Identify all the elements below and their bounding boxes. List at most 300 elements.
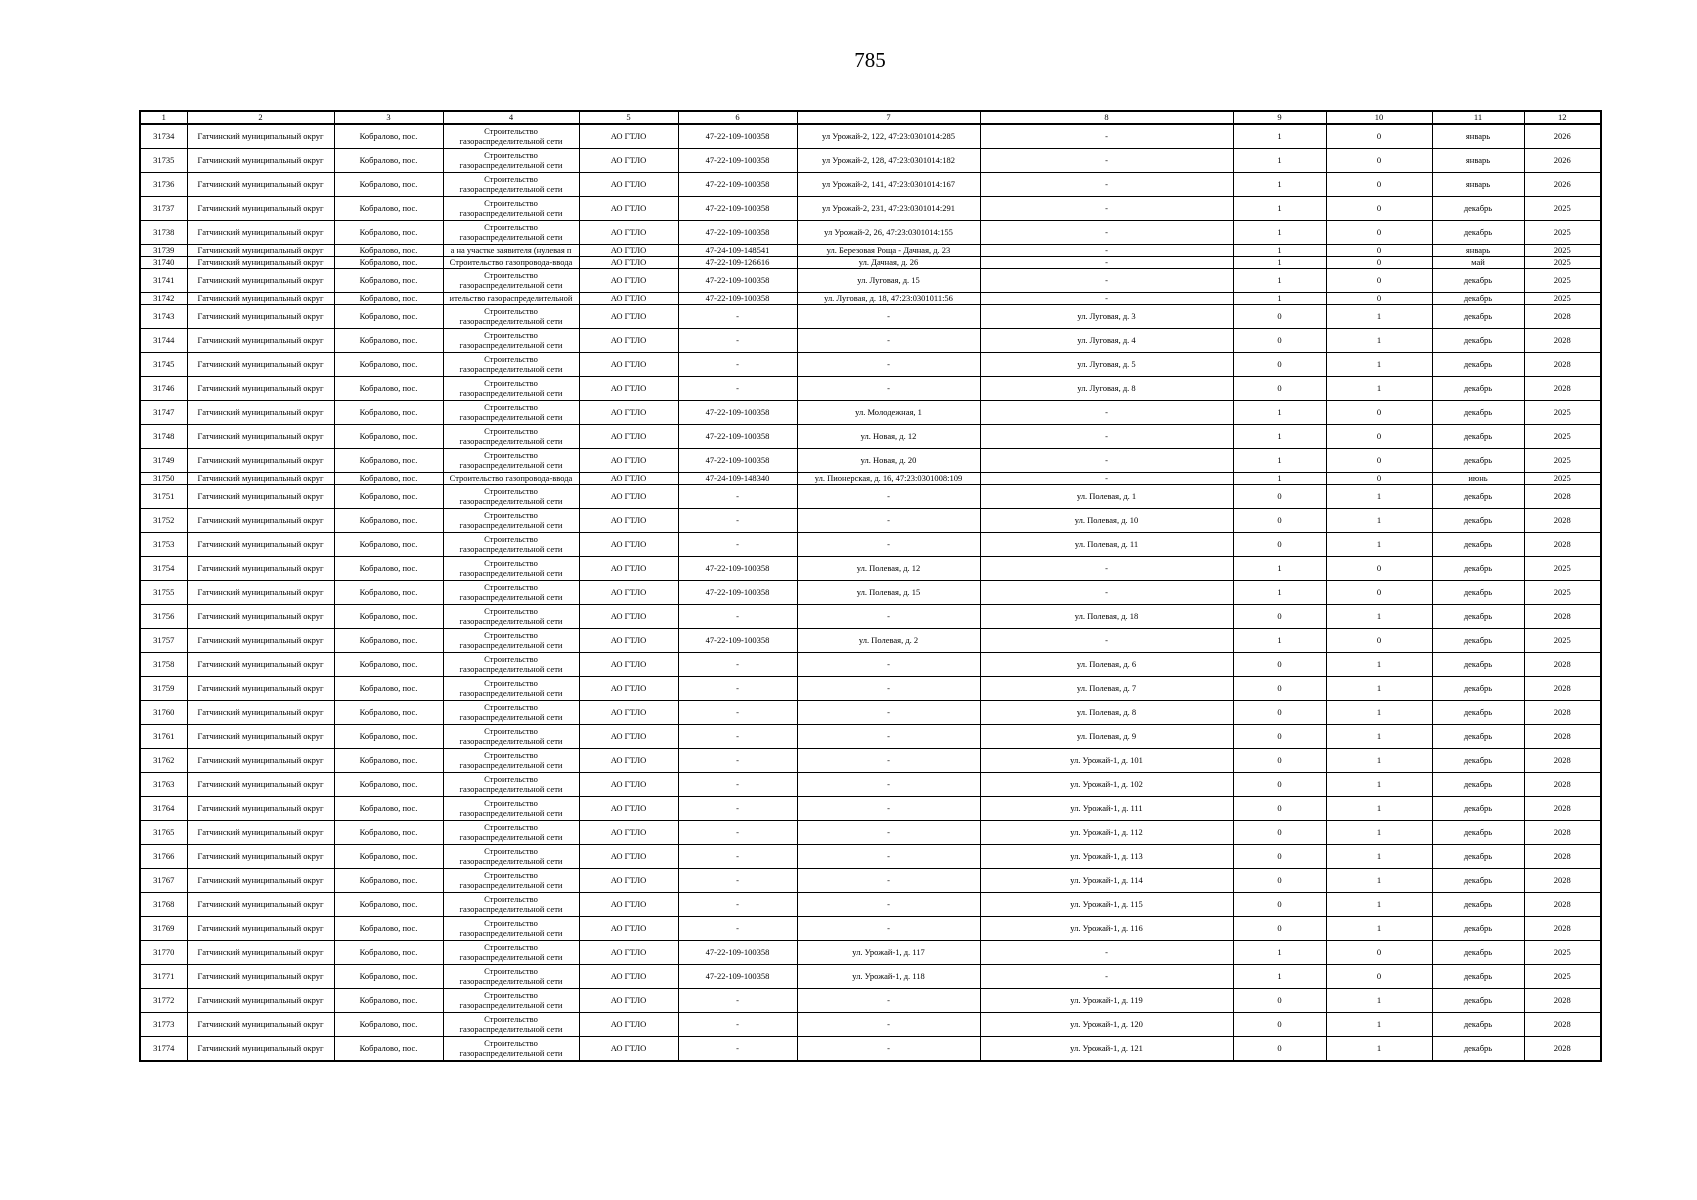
- cell-row-number: 31737: [140, 197, 187, 221]
- cell-row-number: 31741: [140, 269, 187, 293]
- cell-month: декабрь: [1432, 893, 1524, 917]
- cell-count-b: 0: [1326, 449, 1432, 473]
- table-row: [140, 197, 1601, 221]
- cell-address-completed: ул Урожай-2, 26, 47:23:0301014:155: [797, 221, 980, 245]
- table-row: [140, 701, 1601, 725]
- cell-month: декабрь: [1432, 293, 1524, 305]
- cell-work-type: Строительство газораспределительной сети: [443, 377, 579, 401]
- table-row: [140, 353, 1601, 377]
- cell-month: декабрь: [1432, 845, 1524, 869]
- cell-row-number: 31755: [140, 581, 187, 605]
- cell-year: 2028: [1524, 701, 1601, 725]
- cell-municipality: Гатчинский муниципальный округ: [187, 353, 334, 377]
- cell-address-planned: -: [980, 581, 1233, 605]
- cell-settlement: Кобралово, пос.: [334, 1037, 443, 1062]
- cell-work-type: а на участке заявителя (нулевая п: [443, 245, 579, 257]
- cell-address-planned: -: [980, 401, 1233, 425]
- cell-municipality: Гатчинский муниципальный округ: [187, 257, 334, 269]
- cell-address-planned: -: [980, 197, 1233, 221]
- cell-organization: АО ГТЛО: [579, 917, 678, 941]
- cell-work-type: Строительство газораспределительной сети: [443, 989, 579, 1013]
- table-row: [140, 221, 1601, 245]
- cell-address-completed: -: [797, 1013, 980, 1037]
- cell-row-number: 31740: [140, 257, 187, 269]
- cell-count-a: 0: [1233, 1013, 1326, 1037]
- cell-count-a: 1: [1233, 245, 1326, 257]
- cell-count-b: 0: [1326, 425, 1432, 449]
- cell-program-code: 47-22-109-100358: [678, 557, 797, 581]
- cell-work-type: Строительство газораспределительной сети: [443, 1037, 579, 1062]
- cell-work-type: Строительство газораспределительной сети: [443, 677, 579, 701]
- cell-count-b: 1: [1326, 653, 1432, 677]
- cell-work-type: Строительство газораспределительной сети: [443, 269, 579, 293]
- cell-address-planned: ул. Луговая, д. 8: [980, 377, 1233, 401]
- cell-row-number: 31747: [140, 401, 187, 425]
- cell-count-a: 0: [1233, 533, 1326, 557]
- cell-count-b: 0: [1326, 245, 1432, 257]
- cell-work-type: Строительство газораспределительной сети: [443, 533, 579, 557]
- cell-row-number: 31761: [140, 725, 187, 749]
- cell-month: декабрь: [1432, 869, 1524, 893]
- cell-municipality: Гатчинский муниципальный округ: [187, 701, 334, 725]
- cell-count-b: 1: [1326, 485, 1432, 509]
- cell-month: декабрь: [1432, 425, 1524, 449]
- cell-program-code: -: [678, 917, 797, 941]
- cell-address-completed: ул. Полевая, д. 15: [797, 581, 980, 605]
- cell-count-a: 0: [1233, 677, 1326, 701]
- cell-month: май: [1432, 257, 1524, 269]
- cell-year: 2025: [1524, 581, 1601, 605]
- cell-settlement: Кобралово, пос.: [334, 257, 443, 269]
- cell-organization: АО ГТЛО: [579, 149, 678, 173]
- cell-address-planned: ул. Урожай-1, д. 112: [980, 821, 1233, 845]
- cell-municipality: Гатчинский муниципальный округ: [187, 773, 334, 797]
- cell-count-a: 0: [1233, 329, 1326, 353]
- cell-address-completed: ул. Дачная, д. 26: [797, 257, 980, 269]
- cell-month: декабрь: [1432, 677, 1524, 701]
- cell-row-number: 31767: [140, 869, 187, 893]
- cell-settlement: Кобралово, пос.: [334, 221, 443, 245]
- cell-program-code: -: [678, 677, 797, 701]
- cell-work-type: Строительство газораспределительной сети: [443, 821, 579, 845]
- cell-settlement: Кобралово, пос.: [334, 701, 443, 725]
- cell-count-b: 1: [1326, 989, 1432, 1013]
- cell-settlement: Кобралово, пос.: [334, 533, 443, 557]
- cell-work-type: Строительство газопровода-ввода: [443, 473, 579, 485]
- cell-year: 2028: [1524, 725, 1601, 749]
- cell-work-type: Строительство газораспределительной сети: [443, 941, 579, 965]
- cell-address-planned: -: [980, 257, 1233, 269]
- cell-program-code: 47-22-109-100358: [678, 221, 797, 245]
- cell-organization: АО ГТЛО: [579, 329, 678, 353]
- cell-month: декабрь: [1432, 485, 1524, 509]
- table-row: [140, 749, 1601, 773]
- cell-year: 2026: [1524, 124, 1601, 149]
- column-header-11: 11: [1432, 111, 1524, 124]
- cell-count-a: 0: [1233, 353, 1326, 377]
- cell-settlement: Кобралово, пос.: [334, 965, 443, 989]
- cell-year: 2028: [1524, 893, 1601, 917]
- cell-settlement: Кобралово, пос.: [334, 677, 443, 701]
- cell-organization: АО ГТЛО: [579, 605, 678, 629]
- cell-organization: АО ГТЛО: [579, 377, 678, 401]
- cell-count-a: 1: [1233, 629, 1326, 653]
- cell-year: 2026: [1524, 149, 1601, 173]
- column-header-4: 4: [443, 111, 579, 124]
- cell-settlement: Кобралово, пос.: [334, 869, 443, 893]
- cell-work-type: Строительство газораспределительной сети: [443, 149, 579, 173]
- cell-month: декабрь: [1432, 329, 1524, 353]
- cell-month: январь: [1432, 245, 1524, 257]
- cell-program-code: -: [678, 353, 797, 377]
- cell-month: декабрь: [1432, 221, 1524, 245]
- cell-organization: АО ГТЛО: [579, 124, 678, 149]
- cell-year: 2025: [1524, 245, 1601, 257]
- cell-address-completed: -: [797, 989, 980, 1013]
- cell-address-completed: -: [797, 653, 980, 677]
- cell-organization: АО ГТЛО: [579, 425, 678, 449]
- cell-month: декабрь: [1432, 725, 1524, 749]
- cell-program-code: -: [678, 1037, 797, 1062]
- table-row: [140, 269, 1601, 293]
- cell-month: декабрь: [1432, 917, 1524, 941]
- cell-work-type: Строительство газораспределительной сети: [443, 353, 579, 377]
- cell-municipality: Гатчинский муниципальный округ: [187, 377, 334, 401]
- cell-count-b: 0: [1326, 173, 1432, 197]
- cell-work-type: Строительство газораспределительной сети: [443, 749, 579, 773]
- cell-municipality: Гатчинский муниципальный округ: [187, 245, 334, 257]
- column-header-3: 3: [334, 111, 443, 124]
- cell-settlement: Кобралово, пос.: [334, 449, 443, 473]
- cell-count-b: 1: [1326, 821, 1432, 845]
- cell-count-a: 0: [1233, 485, 1326, 509]
- cell-month: декабрь: [1432, 605, 1524, 629]
- cell-month: декабрь: [1432, 941, 1524, 965]
- cell-row-number: 31768: [140, 893, 187, 917]
- cell-settlement: Кобралово, пос.: [334, 124, 443, 149]
- cell-program-code: 47-22-109-100358: [678, 629, 797, 653]
- cell-work-type: Строительство газораспределительной сети: [443, 845, 579, 869]
- cell-address-completed: -: [797, 917, 980, 941]
- cell-count-a: 0: [1233, 893, 1326, 917]
- cell-row-number: 31763: [140, 773, 187, 797]
- cell-municipality: Гатчинский муниципальный округ: [187, 124, 334, 149]
- cell-count-a: 1: [1233, 941, 1326, 965]
- cell-address-completed: -: [797, 353, 980, 377]
- cell-organization: АО ГТЛО: [579, 701, 678, 725]
- cell-address-planned: ул. Урожай-1, д. 101: [980, 749, 1233, 773]
- cell-organization: АО ГТЛО: [579, 353, 678, 377]
- table-row: [140, 401, 1601, 425]
- cell-work-type: Строительство газораспределительной сети: [443, 305, 579, 329]
- cell-address-planned: -: [980, 245, 1233, 257]
- column-header-12: 12: [1524, 111, 1601, 124]
- cell-count-b: 0: [1326, 257, 1432, 269]
- cell-settlement: Кобралово, пос.: [334, 845, 443, 869]
- cell-organization: АО ГТЛО: [579, 449, 678, 473]
- cell-address-completed: -: [797, 605, 980, 629]
- cell-program-code: -: [678, 1013, 797, 1037]
- cell-work-type: Строительство газораспределительной сети: [443, 197, 579, 221]
- cell-organization: АО ГТЛО: [579, 581, 678, 605]
- cell-settlement: Кобралово, пос.: [334, 725, 443, 749]
- cell-settlement: Кобралово, пос.: [334, 473, 443, 485]
- table-row: [140, 173, 1601, 197]
- table-row: [140, 845, 1601, 869]
- table-row: [140, 989, 1601, 1013]
- cell-program-code: 47-22-109-100358: [678, 269, 797, 293]
- cell-address-planned: ул. Луговая, д. 3: [980, 305, 1233, 329]
- cell-program-code: -: [678, 725, 797, 749]
- cell-year: 2028: [1524, 653, 1601, 677]
- cell-address-planned: ул. Урожай-1, д. 114: [980, 869, 1233, 893]
- cell-settlement: Кобралово, пос.: [334, 305, 443, 329]
- cell-address-completed: ул. Молодежная, 1: [797, 401, 980, 425]
- cell-work-type: Строительство газораспределительной сети: [443, 485, 579, 509]
- data-table: [139, 110, 1602, 1062]
- cell-count-b: 1: [1326, 329, 1432, 353]
- cell-program-code: -: [678, 305, 797, 329]
- cell-address-completed: ул Урожай-2, 122, 47:23:0301014:285: [797, 124, 980, 149]
- cell-count-b: 1: [1326, 533, 1432, 557]
- table-row: [140, 605, 1601, 629]
- cell-count-b: 1: [1326, 509, 1432, 533]
- cell-settlement: Кобралово, пос.: [334, 773, 443, 797]
- cell-organization: АО ГТЛО: [579, 509, 678, 533]
- cell-program-code: -: [678, 329, 797, 353]
- cell-settlement: Кобралово, пос.: [334, 917, 443, 941]
- cell-row-number: 31750: [140, 473, 187, 485]
- table-row: [140, 533, 1601, 557]
- cell-address-planned: ул. Полевая, д. 6: [980, 653, 1233, 677]
- cell-month: декабрь: [1432, 581, 1524, 605]
- table-row: [140, 893, 1601, 917]
- cell-municipality: Гатчинский муниципальный округ: [187, 485, 334, 509]
- table-row: [140, 425, 1601, 449]
- cell-program-code: 47-22-109-100358: [678, 449, 797, 473]
- cell-row-number: 31736: [140, 173, 187, 197]
- cell-municipality: Гатчинский муниципальный округ: [187, 677, 334, 701]
- cell-year: 2026: [1524, 173, 1601, 197]
- cell-row-number: 31770: [140, 941, 187, 965]
- cell-month: декабрь: [1432, 557, 1524, 581]
- cell-address-planned: -: [980, 473, 1233, 485]
- cell-municipality: Гатчинский муниципальный округ: [187, 509, 334, 533]
- cell-year: 2028: [1524, 533, 1601, 557]
- cell-address-planned: ул. Урожай-1, д. 115: [980, 893, 1233, 917]
- cell-year: 2025: [1524, 941, 1601, 965]
- cell-address-planned: ул. Урожай-1, д. 111: [980, 797, 1233, 821]
- cell-settlement: Кобралово, пос.: [334, 749, 443, 773]
- cell-row-number: 31773: [140, 1013, 187, 1037]
- cell-municipality: Гатчинский муниципальный округ: [187, 473, 334, 485]
- cell-address-planned: ул. Полевая, д. 7: [980, 677, 1233, 701]
- cell-count-b: 0: [1326, 221, 1432, 245]
- cell-address-planned: ул. Полевая, д. 18: [980, 605, 1233, 629]
- cell-count-b: 1: [1326, 749, 1432, 773]
- cell-row-number: 31734: [140, 124, 187, 149]
- cell-address-planned: ул. Урожай-1, д. 119: [980, 989, 1233, 1013]
- cell-settlement: Кобралово, пос.: [334, 605, 443, 629]
- cell-year: 2025: [1524, 629, 1601, 653]
- cell-program-code: 47-22-109-100358: [678, 149, 797, 173]
- cell-year: 2028: [1524, 773, 1601, 797]
- cell-address-completed: ул. Урожай-1, д. 117: [797, 941, 980, 965]
- cell-address-completed: -: [797, 845, 980, 869]
- cell-count-b: 0: [1326, 941, 1432, 965]
- cell-year: 2028: [1524, 917, 1601, 941]
- cell-row-number: 31758: [140, 653, 187, 677]
- cell-settlement: Кобралово, пос.: [334, 149, 443, 173]
- cell-settlement: Кобралово, пос.: [334, 377, 443, 401]
- cell-organization: АО ГТЛО: [579, 557, 678, 581]
- cell-year: 2028: [1524, 749, 1601, 773]
- cell-count-b: 1: [1326, 677, 1432, 701]
- cell-work-type: Строительство газораспределительной сети: [443, 773, 579, 797]
- cell-row-number: 31746: [140, 377, 187, 401]
- cell-address-completed: -: [797, 725, 980, 749]
- cell-organization: АО ГТЛО: [579, 725, 678, 749]
- column-header-7: 7: [797, 111, 980, 124]
- cell-row-number: 31744: [140, 329, 187, 353]
- cell-address-completed: ул. Полевая, д. 12: [797, 557, 980, 581]
- cell-month: январь: [1432, 149, 1524, 173]
- cell-municipality: Гатчинский муниципальный округ: [187, 221, 334, 245]
- cell-address-planned: -: [980, 941, 1233, 965]
- cell-organization: АО ГТЛО: [579, 473, 678, 485]
- table-row: [140, 449, 1601, 473]
- cell-municipality: Гатчинский муниципальный округ: [187, 869, 334, 893]
- table-row: [140, 473, 1601, 485]
- cell-year: 2025: [1524, 197, 1601, 221]
- cell-organization: АО ГТЛО: [579, 893, 678, 917]
- cell-work-type: Строительство газораспределительной сети: [443, 509, 579, 533]
- cell-address-completed: -: [797, 1037, 980, 1062]
- cell-month: декабрь: [1432, 629, 1524, 653]
- cell-organization: АО ГТЛО: [579, 1013, 678, 1037]
- cell-organization: АО ГТЛО: [579, 485, 678, 509]
- cell-municipality: Гатчинский муниципальный округ: [187, 605, 334, 629]
- cell-program-code: -: [678, 797, 797, 821]
- cell-address-planned: -: [980, 173, 1233, 197]
- cell-month: декабрь: [1432, 1013, 1524, 1037]
- table-row: [140, 257, 1601, 269]
- cell-address-planned: -: [980, 124, 1233, 149]
- cell-address-completed: -: [797, 797, 980, 821]
- table-row: [140, 677, 1601, 701]
- cell-work-type: Строительство газораспределительной сети: [443, 449, 579, 473]
- cell-year: 2025: [1524, 269, 1601, 293]
- cell-settlement: Кобралово, пос.: [334, 941, 443, 965]
- cell-program-code: 47-22-109-100358: [678, 173, 797, 197]
- cell-row-number: 31756: [140, 605, 187, 629]
- cell-municipality: Гатчинский муниципальный округ: [187, 197, 334, 221]
- cell-row-number: 31757: [140, 629, 187, 653]
- cell-count-a: 0: [1233, 869, 1326, 893]
- cell-program-code: 47-22-109-100358: [678, 965, 797, 989]
- cell-work-type: Строительство газораспределительной сети: [443, 557, 579, 581]
- cell-work-type: Строительство газораспределительной сети: [443, 869, 579, 893]
- cell-municipality: Гатчинский муниципальный округ: [187, 749, 334, 773]
- cell-year: 2028: [1524, 353, 1601, 377]
- cell-count-b: 0: [1326, 149, 1432, 173]
- cell-municipality: Гатчинский муниципальный округ: [187, 173, 334, 197]
- cell-municipality: Гатчинский муниципальный округ: [187, 725, 334, 749]
- cell-count-a: 1: [1233, 425, 1326, 449]
- cell-count-b: 1: [1326, 797, 1432, 821]
- cell-settlement: Кобралово, пос.: [334, 425, 443, 449]
- cell-municipality: Гатчинский муниципальный округ: [187, 401, 334, 425]
- cell-settlement: Кобралово, пос.: [334, 893, 443, 917]
- cell-address-completed: ул. Пионерская, д. 16, 47:23:0301008:109: [797, 473, 980, 485]
- cell-address-completed: -: [797, 701, 980, 725]
- cell-settlement: Кобралово, пос.: [334, 197, 443, 221]
- table-row: [140, 869, 1601, 893]
- cell-year: 2025: [1524, 557, 1601, 581]
- cell-municipality: Гатчинский муниципальный округ: [187, 305, 334, 329]
- cell-row-number: 31771: [140, 965, 187, 989]
- cell-program-code: 47-22-109-100358: [678, 293, 797, 305]
- cell-year: 2028: [1524, 821, 1601, 845]
- cell-address-planned: -: [980, 449, 1233, 473]
- cell-organization: АО ГТЛО: [579, 989, 678, 1013]
- cell-work-type: Строительство газораспределительной сети: [443, 173, 579, 197]
- cell-count-a: 0: [1233, 821, 1326, 845]
- cell-settlement: Кобралово, пос.: [334, 353, 443, 377]
- cell-organization: АО ГТЛО: [579, 197, 678, 221]
- cell-row-number: 31738: [140, 221, 187, 245]
- cell-organization: АО ГТЛО: [579, 821, 678, 845]
- cell-municipality: Гатчинский муниципальный округ: [187, 329, 334, 353]
- cell-count-a: 0: [1233, 917, 1326, 941]
- cell-row-number: 31760: [140, 701, 187, 725]
- cell-municipality: Гатчинский муниципальный округ: [187, 797, 334, 821]
- table-row: [140, 557, 1601, 581]
- cell-month: июнь: [1432, 473, 1524, 485]
- table-row: [140, 377, 1601, 401]
- cell-address-planned: ул. Урожай-1, д. 121: [980, 1037, 1233, 1062]
- cell-month: декабрь: [1432, 797, 1524, 821]
- table-row: [140, 485, 1601, 509]
- cell-address-completed: -: [797, 377, 980, 401]
- cell-organization: АО ГТЛО: [579, 749, 678, 773]
- cell-address-completed: ул Урожай-2, 141, 47:23:0301014:167: [797, 173, 980, 197]
- cell-count-b: 0: [1326, 581, 1432, 605]
- cell-row-number: 31745: [140, 353, 187, 377]
- cell-settlement: Кобралово, пос.: [334, 509, 443, 533]
- cell-count-b: 1: [1326, 353, 1432, 377]
- cell-month: декабрь: [1432, 1037, 1524, 1062]
- cell-address-completed: -: [797, 509, 980, 533]
- cell-program-code: 47-22-109-100358: [678, 197, 797, 221]
- cell-organization: АО ГТЛО: [579, 305, 678, 329]
- cell-program-code: -: [678, 869, 797, 893]
- cell-row-number: 31742: [140, 293, 187, 305]
- cell-count-a: 1: [1233, 257, 1326, 269]
- table-row: [140, 509, 1601, 533]
- cell-year: 2028: [1524, 845, 1601, 869]
- cell-count-a: 1: [1233, 401, 1326, 425]
- cell-count-b: 1: [1326, 893, 1432, 917]
- header-row: [140, 111, 1601, 124]
- column-header-9: 9: [1233, 111, 1326, 124]
- cell-organization: АО ГТЛО: [579, 245, 678, 257]
- cell-year: 2028: [1524, 605, 1601, 629]
- cell-count-a: 0: [1233, 989, 1326, 1013]
- cell-address-planned: -: [980, 965, 1233, 989]
- cell-count-a: 1: [1233, 173, 1326, 197]
- cell-year: 2028: [1524, 329, 1601, 353]
